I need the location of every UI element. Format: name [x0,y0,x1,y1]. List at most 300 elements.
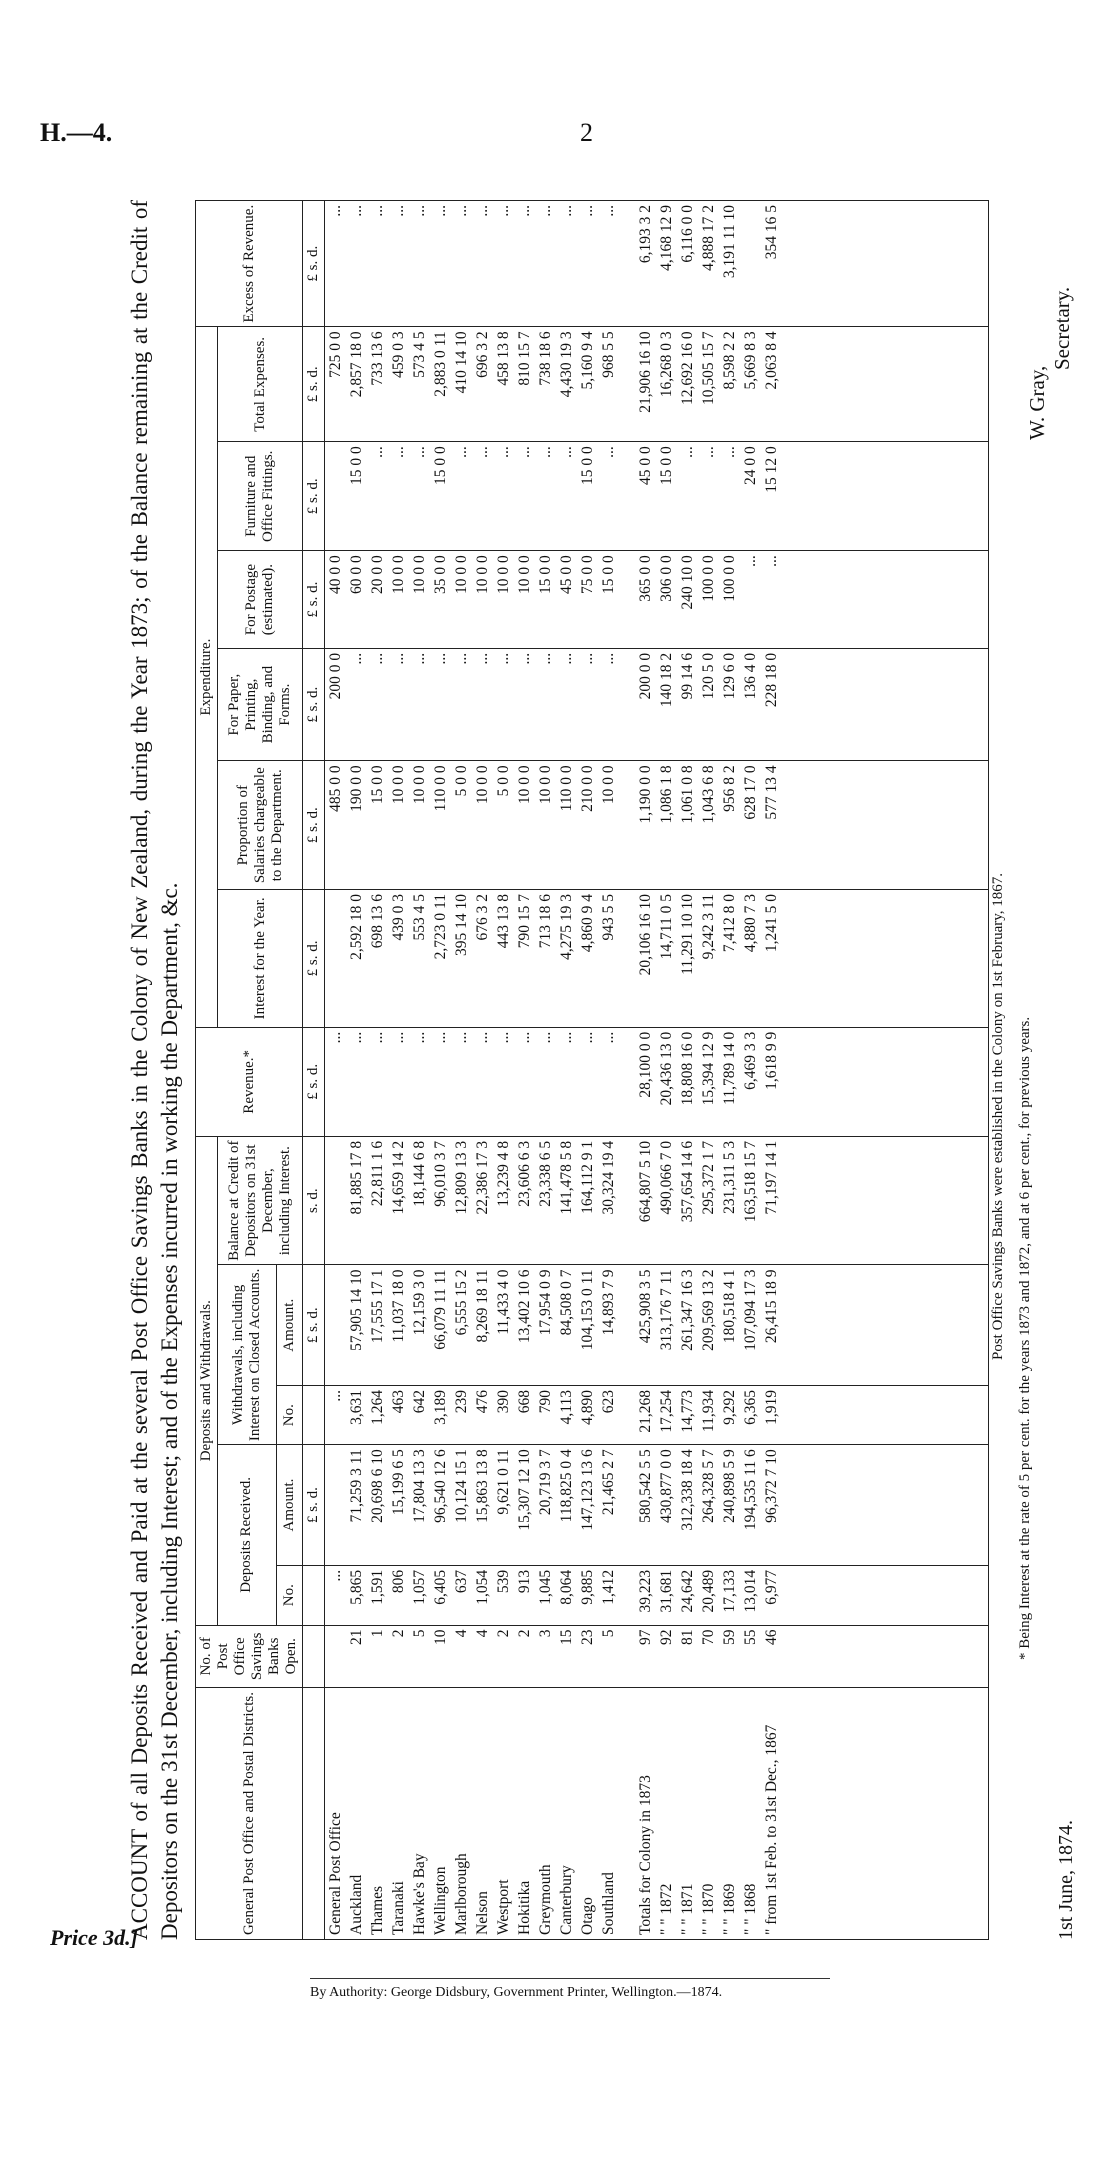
total-cell: " " 1868 [742,1883,759,1935]
total-cell: 31,681 [658,1569,675,1613]
district-cell: 4 [474,1629,491,1638]
district-cell: 210 0 0 [579,765,596,812]
district-cell: 10 0 0 [516,765,533,805]
printer-imprint: By Authority: George Didsbury, Government Printer, Wellington.—1874. [310,1985,723,2000]
district-cell: 10 [432,1629,449,1646]
district-cell: 10 0 0 [537,765,554,805]
total-cell: 163,518 15 7 [742,1140,759,1223]
unit-interest: £ s. d. [303,890,325,1028]
district-cell [325,446,346,546]
district-cell: 10 0 0 [600,765,617,805]
district-cell: 1,045 [537,1569,554,1605]
total-cell: 26,415 18 9 [763,1269,780,1344]
district-cell: Marlborough [453,1853,470,1935]
district-cell: 12,809 13 3 [453,1140,470,1215]
total-cell: 46 [763,1629,780,1646]
unit-blank [303,1625,325,1688]
total-cell: 209,569 13 2 [700,1269,717,1351]
district-cell: 790 [537,1390,554,1414]
total-cell: 4,880 7 3 [742,894,759,953]
district-cell: 23 [579,1629,596,1646]
district-cell: ... [369,652,386,665]
district-cell: 110 0 0 [432,765,449,812]
total-cell: 200 0 0 [637,652,654,700]
total-cell: 15 12 0 [763,446,780,493]
district-cell: ... [537,205,554,217]
total-cell: 120 5 0 [700,652,717,700]
district-cell: 12,159 3 0 [411,1269,428,1336]
total-cell: 231,311 5 3 [721,1140,738,1214]
total-cell: 194,535 11 6 [742,1449,759,1531]
district-cell: 15 0 0 [348,446,365,485]
total-cell: 12,692 16 0 [679,331,696,406]
total-cell: 129 6 0 [721,652,738,700]
district-cell: 806 [390,1569,407,1594]
district-cell: ... [453,652,470,665]
district-cell: ... [537,652,554,665]
district-cell: ... [579,1031,596,1044]
district-cell: Nelson [474,1891,491,1935]
district-cell: 71,259 3 11 [348,1449,365,1523]
district-cell: ... [327,205,344,217]
total-cell: 17,133 [721,1569,738,1613]
district-cell: 443 13 8 [495,894,512,949]
savings-bank-account-table [195,200,989,1940]
district-cell: Westport [495,1879,512,1935]
total-cell: 100 0 0 [721,555,738,602]
header-postage: For Postage (estimated). [218,551,303,649]
total-cell: " from 1st Feb. to 31st Dec., 1867 [763,1724,780,1935]
total-cell: 14,711 0 5 [658,894,675,960]
district-cell: ... [474,1031,491,1044]
total-cell: 71,197 14 1 [763,1140,780,1215]
total-cell: 1,919 [763,1390,780,1425]
total-cell: 39,223 [637,1569,654,1613]
section-gap [619,205,635,322]
header-withdrawals: Withdrawals, including Interest on Closed Accounts. [218,1265,277,1445]
district-cell: 439 0 3 [390,894,407,941]
total-cell: 9,242 3 11 [700,894,717,960]
total-cell: " " 1870 [700,1883,717,1935]
district-cell: 15,863 13 8 [474,1449,491,1523]
page-title: ACCOUNT of all Deposits Received and Paid at the several Post Office Savings Banks in the Colony of New Zealand, during the Year 1873; of the Balance remaining at the Credit of Depositors on the 31st December, including Interest; and of the Expenses incurred in working the Department, &c. [127,200,182,1940]
district-cell: ... [579,205,596,217]
district-cell: 668 [516,1390,533,1414]
district-cell: 22,386 17 3 [474,1140,491,1215]
district-cell: ... [369,205,386,217]
district-cell: 15 [558,1629,575,1646]
district-cell: ... [474,446,491,458]
district-cell: 8,269 18 11 [474,1269,491,1343]
unit-dep-amount: £ s. d. [303,1445,325,1566]
district-cell: 10 0 0 [474,765,491,805]
district-cell: 190 0 0 [348,765,365,812]
total-cell: 490,066 7 0 [658,1140,675,1215]
district-cell: 8,064 [558,1569,575,1605]
district-cell: 637 [453,1569,470,1594]
unit-paper: £ s. d. [303,648,325,761]
header-furniture: Furniture and Office Fittings. [218,442,303,551]
total-cell: 425,908 3 5 [637,1269,654,1344]
total-cell: 357,654 14 6 [679,1140,696,1223]
district-cell: 410 14 10 [453,331,470,394]
district-cell: 10 0 0 [390,765,407,805]
district-cell: 18,144 6 8 [411,1140,428,1207]
total-cell: 70 [700,1629,717,1646]
district-cell: 15 0 0 [537,555,554,595]
district-cell: Auckland [348,1874,365,1935]
total-cell: 140 18 2 [658,652,675,708]
district-cell: ... [495,446,512,458]
total-cell: 306 0 0 [658,555,675,602]
district-cell: ... [390,1031,407,1044]
total-cell: 17,254 [658,1390,675,1433]
district-cell: 5 0 0 [495,765,512,797]
header-wd-amount: Amount. [276,1265,302,1386]
district-cell: 239 [453,1390,470,1414]
section-gap [619,1630,635,1684]
total-cell: 6,193 3 2 [637,205,654,264]
total-cell: 264,328 5 7 [700,1449,717,1523]
district-cell: 66,079 11 11 [432,1269,449,1350]
district-cell: Otago [579,1897,596,1935]
district-cell: 3,189 [432,1390,449,1425]
total-cell: 1,043 6 8 [700,765,717,824]
district-cell: 15 0 0 [432,446,449,485]
section-gap [619,331,635,437]
total-cell [740,205,761,322]
total-cell: 1,086 1 8 [658,765,675,824]
district-cell: ... [516,1031,533,1044]
column-banks [325,1625,989,1688]
district-cell: 4,890 [579,1390,596,1425]
total-cell: 55 [742,1629,759,1646]
district-cell: ... [537,1031,554,1044]
column-balance [325,1136,989,1265]
district-cell: 6,405 [432,1569,449,1605]
district-cell: 10 0 0 [516,555,533,595]
section-gap [619,1449,635,1561]
district-cell: 1,054 [474,1569,491,1605]
total-cell: 107,094 17 3 [742,1269,759,1351]
district-cell: 10 0 0 [453,555,470,595]
total-cell: " " 1871 [679,1883,696,1935]
total-cell: 5,669 8 3 [742,331,759,390]
district-cell: ... [432,205,449,217]
total-cell: 92 [658,1629,675,1646]
section-gap [619,555,635,644]
total-cell: ... [742,555,759,567]
district-cell: ... [600,446,617,458]
district-cell: ... [327,1390,344,1402]
district-cell: ... [558,1031,575,1044]
district-cell [325,1141,346,1261]
column-dep-no [325,1565,989,1625]
district-cell: 395 14 10 [453,894,470,956]
district-cell: 147,123 13 6 [579,1449,596,1531]
total-cell: 11,291 10 10 [679,894,696,975]
district-cell: ... [558,652,575,665]
unit-revenue: £ s. d. [303,1027,325,1136]
total-cell: 577 13 4 [763,765,780,820]
total-cell: 9,292 [721,1390,738,1425]
district-cell: 10 0 0 [411,555,428,595]
table-row [325,201,989,1940]
footnote-interest-rate: * Being Interest at the rate of 5 per cent. for the years 1873 and 1872, and at 6 per cent., for previous years. [1017,1016,1033,1660]
total-cell: 136 4 0 [742,652,759,700]
total-cell: 664,807 5 10 [637,1140,654,1223]
total-cell: " " 1872 [658,1883,675,1935]
district-cell: 17,555 17 1 [369,1269,386,1344]
total-cell: 312,338 18 4 [679,1449,696,1531]
unit-total: £ s. d. [303,327,325,442]
total-cell: 580,542 5 5 [637,1449,654,1523]
total-cell: 180,518 4 1 [721,1269,738,1344]
section-gap [619,1570,635,1621]
unit-furniture: £ s. d. [303,442,325,551]
district-cell: ... [537,446,554,458]
district-cell: 21,465 2 7 [600,1449,617,1516]
district-cell: 22,811 1 6 [369,1140,386,1207]
total-cell: 15 0 0 [658,446,675,485]
column-excess [325,201,989,327]
document-reference: H.—4. [40,118,113,147]
total-cell: 100 0 0 [700,555,717,602]
total-cell: 3,191 11 10 [721,205,738,279]
district-cell: 200 0 0 [327,652,344,700]
header-no-banks: No. of Post Office Savings Banks Open. [196,1625,303,1688]
district-cell: 642 [411,1390,428,1414]
district-cell: ... [432,1031,449,1044]
district-cell: 913 [516,1569,533,1594]
district-cell: 725 0 0 [327,331,344,378]
district-cell: 458 13 8 [495,331,512,386]
district-cell [325,894,346,1023]
section-gap [619,894,635,1023]
district-cell: 10 0 0 [474,555,491,595]
district-cell: ... [495,1031,512,1044]
total-cell: 354 16 5 [763,205,780,260]
district-cell: 21 [348,1629,365,1646]
total-cell: 21,906 16 10 [637,331,654,413]
district-cell: ... [495,652,512,665]
district-cell: 15 0 0 [579,446,596,485]
district-cell: 2,592 18 0 [348,894,365,960]
header-deposits-received: Deposits Received. [218,1445,277,1625]
district-cell: 20 0 0 [369,555,386,595]
district-cell: 5,865 [348,1569,365,1605]
district-cell: Greymouth [537,1864,554,1935]
signatory-name: W. Gray, [1025,365,1049,440]
district-cell: 10,124 15 1 [453,1449,470,1523]
total-cell: 365 0 0 [637,555,654,602]
total-cell: 59 [721,1629,738,1646]
total-cell: 14,773 [679,1390,696,1433]
total-cell: 6,116 0 0 [679,205,696,263]
total-cell: 956 8 2 [721,765,738,812]
total-cell: 45 0 0 [637,446,654,485]
district-cell: 5 [600,1629,617,1638]
district-cell: 20,698 6 10 [369,1449,386,1523]
district-cell: Wellington [432,1866,449,1935]
unit-blank [303,1386,325,1445]
district-cell: 10 0 0 [390,555,407,595]
district-cell: 81,885 17 8 [348,1140,365,1215]
district-cell: 390 [495,1390,512,1414]
district-cell: Hokitika [516,1880,533,1935]
district-cell: 84,508 0 7 [558,1269,575,1336]
district-cell: ... [579,652,596,665]
page-number: 2 [580,118,593,147]
district-cell: 810 15 7 [516,331,533,386]
district-cell: 1,412 [600,1569,617,1605]
section-gap [619,446,635,546]
total-cell: 15,394 12 9 [700,1031,717,1106]
total-cell: 6,469 3 3 [742,1031,759,1090]
district-cell: 623 [600,1390,617,1414]
total-cell: 228 18 0 [763,652,780,708]
document-date: 1st June, 1874. [1055,1820,1077,1940]
district-cell: ... [327,1569,344,1582]
district-cell: Taranaki [390,1881,407,1935]
column-dep-amt [325,1445,989,1566]
district-cell: ... [411,446,428,458]
district-cell: 40 0 0 [327,555,344,595]
district-cell: 11,037 18 0 [390,1269,407,1343]
district-cell: ... [327,1031,344,1044]
total-cell: 4,168 12 9 [658,205,675,271]
district-cell: 2,883 0 11 [432,331,449,397]
district-cell: 4,860 9 4 [579,894,596,953]
district-cell: 14,659 14 2 [390,1140,407,1215]
column-wd-no [325,1386,989,1445]
column-postage [325,551,989,649]
signature-block [1025,287,1075,440]
district-cell: ... [600,1031,617,1044]
total-cell: 99 14 6 [679,652,696,700]
district-cell: 2 [516,1629,533,1638]
district-cell: ... [348,205,365,217]
header-excess: Excess of Revenue. [196,201,303,327]
total-cell: 1,618 9 9 [763,1031,780,1090]
total-cell: 8,598 2 2 [721,331,738,390]
district-cell: ... [390,652,407,665]
section-gap [619,1269,635,1381]
district-cell: Thames [369,1885,386,1935]
total-cell: 261,347 16 3 [679,1269,696,1351]
total-cell: ... [700,446,717,458]
total-cell: 11,789 14 0 [721,1031,738,1105]
district-cell: 943 5 5 [600,894,617,941]
total-cell: ... [763,555,780,567]
district-cell: ... [558,446,575,458]
district-cell: ... [558,205,575,217]
header-balance: Balance at Credit of Depositors on 31st December, including Interest. [218,1136,303,1265]
district-cell: 10 0 0 [411,765,428,805]
header-revenue: Revenue.* [196,1027,303,1136]
total-cell: 24 0 0 [742,446,759,485]
district-cell: 13,239 4 8 [495,1140,512,1207]
district-cell: 6,555 15 2 [453,1269,470,1336]
header-total: Total Expenses. [218,327,303,442]
footnote-established: Post Office Savings Banks were established in the Colony on 1st February, 1867. [990,872,1006,1360]
district-cell: Canterbury [558,1865,575,1935]
total-cell: 430,877 0 0 [658,1449,675,1523]
district-cell: Hawke's Bay [411,1853,428,1935]
district-cell: 15,199 6 5 [390,1449,407,1516]
section-gap [619,1141,635,1261]
district-cell: ... [390,205,407,217]
rotated-page-content [105,170,1105,1960]
district-cell: ... [516,446,533,458]
total-cell: ... [721,446,738,458]
total-cell: 13,014 [742,1569,759,1613]
district-cell [325,1449,346,1561]
district-cell: ... [453,446,470,458]
total-cell: ... [679,446,696,458]
header-dep-no: No. [276,1565,302,1625]
district-cell: 60 0 0 [348,555,365,595]
district-cell: ... [600,205,617,217]
total-cell: 97 [637,1629,654,1646]
district-cell: 164,112 9 1 [579,1140,596,1214]
unit-wd-amount: £ s. d. [303,1265,325,1386]
total-cell: 7,412 8 0 [721,894,738,953]
district-cell: ... [369,446,386,458]
total-cell: 10,505 15 7 [700,331,717,406]
district-cell: 790 15 7 [516,894,533,949]
section-gap [619,765,635,885]
section-gap [619,1692,635,1935]
total-cell: 11,934 [700,1390,717,1433]
district-cell: ... [453,1031,470,1044]
total-cell: " " 1869 [721,1883,738,1935]
district-cell: ... [453,205,470,217]
district-cell: ... [411,1031,428,1044]
district-cell: ... [474,652,491,665]
district-cell [325,1630,346,1684]
header-expenditure: Expenditure. [196,327,218,1027]
district-cell: 5,160 9 4 [579,331,596,390]
district-cell: 733 13 6 [369,331,386,386]
district-cell: 968 5 5 [600,331,617,378]
district-cell: ... [495,205,512,217]
total-cell: 240 10 0 [679,555,696,610]
total-cell: 628 17 0 [742,765,759,820]
district-cell: 96,010 3 7 [432,1140,449,1207]
district-cell: 3 [537,1629,554,1638]
district-cell: 15 0 0 [600,555,617,595]
district-cell: ... [600,652,617,665]
district-cell: 698 13 6 [369,894,386,949]
district-cell: 713 18 6 [537,894,554,949]
total-cell: 16,268 0 3 [658,331,675,398]
district-cell: 3,631 [348,1390,365,1425]
header-wd-no: No. [276,1386,302,1445]
price-label: Price 3d.] [50,1925,138,1950]
district-cell: Southland [600,1872,617,1935]
district-cell: 13,402 10 6 [516,1269,533,1344]
district-cell: 30,324 19 4 [600,1140,617,1215]
total-cell: 28,100 0 0 [637,1031,654,1098]
district-cell: 1,591 [369,1569,386,1605]
district-cell: ... [516,652,533,665]
table-body [325,201,989,1940]
district-cell: 17,954 0 9 [537,1269,554,1336]
district-cell: ... [348,1031,365,1044]
total-cell: 18,808 16 0 [679,1031,696,1106]
unit-blank [303,1688,325,1940]
